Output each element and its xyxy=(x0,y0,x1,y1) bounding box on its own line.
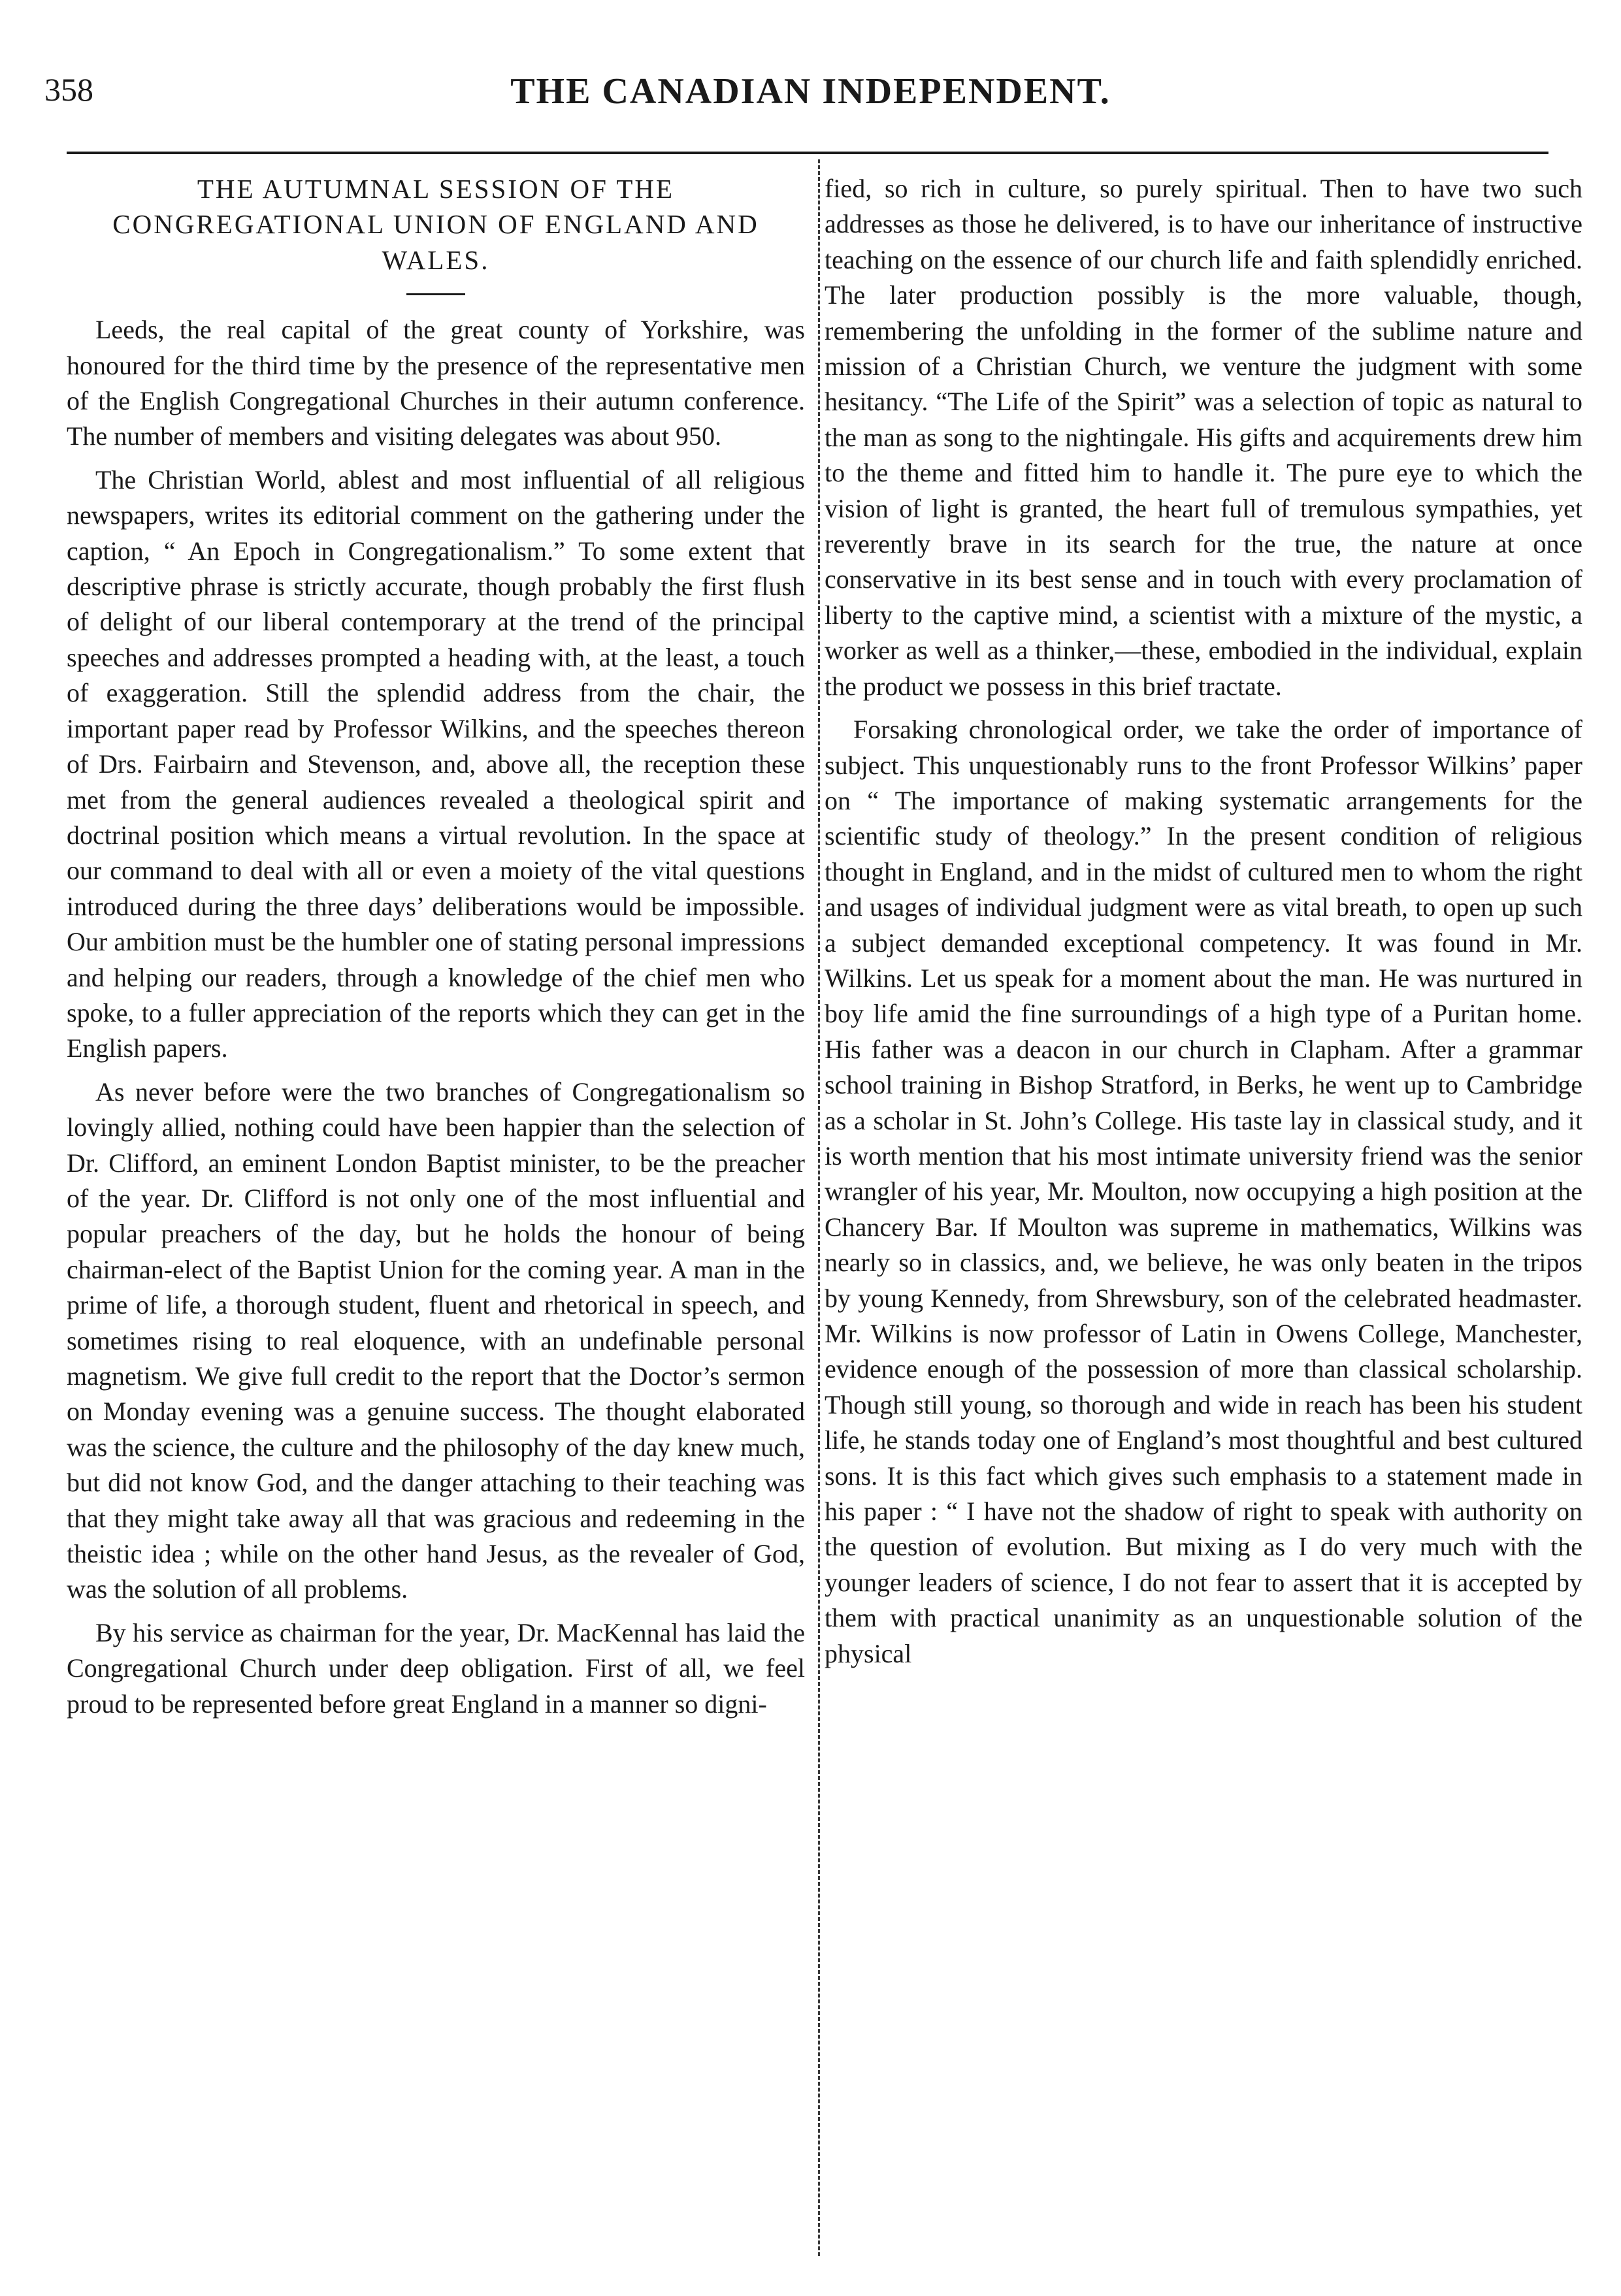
paragraph: Forsaking chronological order, we take the order of importance of subject. This unquestionably runs to the front Professor Wilkins’ paper on “ The importance of making systematic arrangements for the scientific study of theology.” In the present condition of religious thought in England, and in the midst of cultured men to whom the right and usages of individual judgment were as vital breath, to open up such a subject demanded exceptional competency. It was found in Mr. Wilkins. Let us speak for a moment about the man. He was nurtured in boy life amid the fine surroundings of a high type of a Puritan home. His father was a deacon in our church in Clapham. After a grammar school training in Bishop Stratford, in Berks, he went up to Cambridge as a scholar in St. John’s College. His taste lay in classical study, and it is worth mention that his most intimate university friend was the senior wrangler of his year, Mr. Moulton, now occupying a high position at the Chancery Bar. If Moulton was supreme in mathematics, Wilkins was nearly so in classics, and, we believe, he was only beaten in the tripos by young Kennedy, from Shrewsbury, son of the celebrated headmaster. Mr. Wilkins is now professor of Latin in Owens College, Manchester, evidence enough of the possession of more than classical scholarship. Though still young, so thorough and wide in reach has been his student life, he stands today one of England’s most thoughtful and best cultured sons. It is this fact which gives such emphasis to a statement made in his paper : “ I have not the shadow of right to speak with authority on the question of evolution. But mixing as I do very much with the younger leaders of science, I do not fear to assert that it is accepted by them with practical unanimity as an unquestionable solution of the physical xyxy=(825,715,1582,1668)
column-divider xyxy=(818,159,820,2256)
title-rule xyxy=(406,293,465,295)
paragraph: By his service as chairman for the year, Dr. MacKennal has laid the Congregational Church under deep obligation. First of all, we feel proud to be represented before great England in a manner so digni- xyxy=(67,1617,805,1719)
header-rule xyxy=(67,152,1548,154)
paragraph: Leeds, the real capital of the great county of Yorkshire, was honoured for the third time by the presence of the representative men of the English Congregational Churches in their autumn conference. The number of members and visiting delegates was about 950. xyxy=(67,315,805,451)
right-column xyxy=(825,171,1582,1679)
paragraph: The Christian World, ablest and most influential of all religious newspapers, writes its editorial comment on the gathering under the caption, “ An Epoch in Congregationalism.” To some extent that descriptive phrase is strictly accurate, though probably the first flush of delight of our liberal contemporary at the trend of the principal speeches and addresses prompted a heading with, at the least, a touch of exaggeration. Still the splendid address from the chair, the important paper read by Professor Wilkins, and the speeches thereon of Drs. Fairbairn and Stevenson, and, above all, the reception these met from the general audiences revealed a theological spirit and doctrinal position which means a virtual revolution. In the space at our command to deal with all or even a moiety of the vital questions introduced during the three days’ deliberations would be impossible. Our ambition must be the humbler one of stating personal impressions and helping our readers, through a knowledge of the chief men who spoke, to a fuller appreciation of the reports which they can get in the English papers. xyxy=(67,464,805,1063)
page-number: 358 xyxy=(44,71,93,108)
article-title: THE AUTUMNAL SESSION OF THE CONGREGATIONAL UNION OF ENGLAND AND WALES. xyxy=(112,174,759,275)
running-head: THE CANADIAN INDEPENDENT. xyxy=(510,71,1111,112)
paragraph: fied, so rich in culture, so purely spiritual. Then to have two such addresses as those he delivered, is to have our inheritance of instructive teaching on the essence of our church life and faith splendidly enriched. The later production possibly is the more valuable, though, remembering the unfolding in the former of the sublime nature and mission of a Christian Church, we venture the judgment with some hesitancy. “The Life of the Spirit” was a selection of topic as natural to the man as song to the nightingale. His gifts and acquirements drew him to the theme and fitted him to handle it. The pure eye to which the vision of light is granted, the heart full of tremulous sympathies, yet reverently brave in its search for the true, the nature at once conservative in its best sense and in touch with every proclamation of liberty to the captive mind, a scientist with a mixture of the mystic, a worker as well as a thinker,—these, embodied in the individual, explain the product we possess in this brief tractate. xyxy=(825,174,1582,701)
paragraph: As never before were the two branches of Congregationalism so lovingly allied, nothing could have been happier than the selection of Dr. Clifford, an eminent London Baptist minister, to be the preacher of the year. Dr. Clifford is not only one of the most influential and popular preachers of the day, but he holds the honour of being chairman-elect of the Baptist Union for the coming year. A man in the prime of life, a thorough student, fluent and rhetorical in speech, and sometimes rising to real eloquence, with an undefinable personal magnetism. We give full credit to the report that the Doctor’s sermon on Monday evening was a genuine success. The thought elaborated was the science, the culture and the philosophy of the day knew much, but did not know God, and the danger attaching to their teaching was that they might take away all that was gracious and redeeming in the theistic idea ; while on the other hand Jesus, as the revealer of God, was the solution of all problems. xyxy=(67,1076,805,1604)
left-column xyxy=(67,171,805,1730)
